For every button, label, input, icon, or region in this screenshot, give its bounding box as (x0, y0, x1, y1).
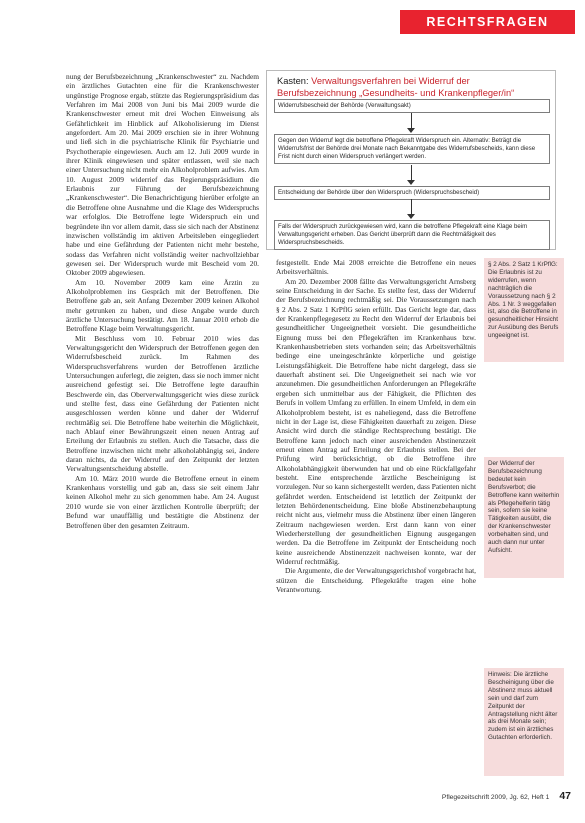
left-paragraph-2: Am 10. November 2009 kam eine Ärztin zu Alkoholproblemen ins Gespräch mit der Betroffenen. Die Betroffene gab an, seit Anfang Dezember 2009 keinen Alkohol mehr getrunken zu haben, und diese Angabe wurde durch ärztliche Untersuchung bestätigt. Am 18. Januar 2010 erhob die Betroffene Klage beim Verwaltungsgericht. (66, 277, 259, 334)
box-title (277, 76, 551, 99)
section-header: RECHTSFRAGEN (400, 10, 575, 34)
middle-paragraph-3: Die Argumente, die der Verwaltungsgerichtshof vorgebracht hat, stützen die Entscheidung. Pflegekräfte tragen eine hohe Verantwortung. (276, 566, 476, 595)
procedure-step-1: Widerrufsbescheid der Behörde (Verwaltungsakt) (274, 99, 550, 113)
procedure-step-3: Entscheidung der Behörde über den Widerspruch (Widerspruchsbescheid) (274, 186, 550, 200)
left-paragraph-4: Am 10. März 2010 wurde die Betroffene erneut in einem Krankenhaus vorstellig und gab an, dass sie seit einem Jahr keinen Alkohol mehr zu sich genommen habe. Am 24. August 2010 wurde sie von einer ärztlichen Kontrolle überprüft; der Befund war unauffällig und bestätigte die Abstinenz der Betroffenen über den gesamten Zeitraum. (66, 473, 259, 530)
procedure-step-4: Falls der Widerspruch zurückgewiesen wird, kann die betroffene Pflegekraft eine Klage beim Verwaltungsgericht erheben. Das Gericht überprüft dann die Rechtmäßigkeit des Widerspruchsbescheids. (274, 220, 550, 250)
left-paragraph-3: Mit Beschluss vom 10. Februar 2010 wies das Verwaltungsgericht den Widerspruch der Betroffenen gegen den Widerrufsbescheid zurück. Im Rahmen des Widerspruchsverfahrens wurden der Betroffenen ärztliche Untersuchungen auferlegt, die zeigten, dass sie noch immer nicht ausreichend gefestigt sei. Die Betroffene legte daraufhin Beschwerde ein, das Oberverwaltungsgericht wies diese zurück und stellte fest, dass eine Gefährdung der Patienten nicht ausgeschlossen werden könne und daher der Widerruf rechtmäßig sei. Die Betroffene habe weiterhin die Möglichkeit, nach Ablauf einer Bewährungszeit einen neuen Antrag auf Erteilung der Erlaubnis zu stellen. Auch die Tatsache, dass die Betroffene inzwischen nicht mehr alkoholabhängig sei, ändere daran nichts, da der Widerruf auf den Zeitpunkt der letzten Verwaltungsentscheidung abstelle. (66, 333, 259, 474)
middle-paragraph-2: Am 20. Dezember 2008 fällte das Verwaltungsgericht Arnsberg seine Entscheidung in der Sache. Es stellte fest, dass der Widerruf der Berufsbezeichnung rechtmäßig sei. Die Voraussetzungen nach § 2 Abs. 2 Satz 1 KrPflG seien erfüllt. Das Gericht legte dar, dass der Krankenpflegegesetz zu Recht den Widerruf der Erlaubnis bei gesundheitlicher Ungeeignetheit vorsieht. Die gesundheitliche Eignung muss bei den Pflegekräften im Krankenhaus bzw. Krankenhausbetrieben stets vorhanden sein; das Arbeitsverhältnis bedinge eine uneingeschränkte körperliche und geistige Leistungsfähigkeit. Die Betroffene habe nicht dargelegt, dass sie dauerhaft abstinent sei. Die Ungeeignetheit sei nach wie vor anzunehmen. Die gesundheitlichen Anforderungen an Pflegekräfte ergeben sich unmittelbar aus der Fähigkeit, die Pflichten des Berufs in vollem Umfang zu erfüllen. In einem Umfeld, in dem ein Alkoholproblem besteht, ist es naheliegend, dass die Betroffene nicht in der Lage ist, diese Fähigkeiten dauerhaft zu zeigen. Diese Ansicht wird durch die ständige Rechtsprechung bestätigt. Die Betroffene kann jedoch nach einer ausreichenden Abstinenzzeit erneut einen Antrag auf Erteilung der Erlaubnis stellen. Bei der Prüfung wird berücksichtigt, ob die Betroffene ihre Alkoholabhängigkeit überwunden hat und ob eine Rückfallgefahr besteht. Eine entsprechende ärztliche Bescheinigung ist vorzulegen. Nur so kann sichergestellt werden, dass Patienten nicht gefährdet werden. Entscheidend ist letztlich der Zeitpunkt der letzten Behördenentscheidung. Eine bloße Abstinenzbehauptung reicht nicht aus, vielmehr muss die Abstinenz über einen längeren Zeitraum nachgewiesen werden. Erst dann kann von einer Wiederherstellung der gesundheitlichen Eignung ausgegangen werden. Da die Betroffene im Zeitpunkt der Entscheidung noch keine ausreichende Abstinenzzeit nachweisen konnte, war der Widerruf rechtmäßig. (276, 276, 476, 566)
down-arrow-icon (407, 199, 415, 219)
middle-paragraph-1: festgestellt. Ende Mai 2008 erreichte die Betroffene ein neues Arbeitsverhältnis. (276, 258, 476, 277)
box-title-text: Verwaltungsverfahren bei Widerruf der Berufsbezeichnung „Gesundheits- und Krankenpfleger/in“ (277, 76, 515, 98)
procedure-box (266, 70, 556, 250)
sidebar-note-1: § 2 Abs. 2 Satz 1 KrPflG: Die Erlaubnis ist zu widerrufen, wenn nachträglich die Voraussetzung nach § 2 Abs. 1 Nr. 3 weggefallen ist, also die Betroffene in gesundheitlicher Hinsicht zur Ausübung des Berufs ungeeignet ist. (484, 258, 564, 362)
down-arrow-icon (407, 113, 415, 133)
sidebar-note-3: Hinweis: Die ärztliche Bescheinigung über die Abstinenz muss aktuell sein und darf zum Zeitpunkt der Antragstellung nicht älter als drei Monate sein; zudem ist ein ärztliches Gutachten erforderlich. (484, 668, 564, 776)
page-number: 47 (559, 790, 571, 802)
footer-source: Pflegezeitschrift 2009, Jg. 62, Heft 1 (441, 794, 550, 801)
left-paragraph-1: nung der Berufsbezeichnung „Krankenschwester“ zu. Nachdem ein ärztliches Gutachten eine für die Krankenschwester ungünstige Prognose ergab, stützte das Regierungspräsidium das Verfahren im Mai 2008 von Juni bis Mai 2009 wurde die Krankenschwester erneut mit drei Wochen Einweisung als Gefährlichkeit im Hinblick auf Alkoholisierung im Dienst angefordert. Am 20. Mai 2009 erschien sie in ihrer Wohnung und ließ sich in die psychiatrische Klinik für Psychiatrie und Psychotherapie eingewiesen. Auch am 12. Juli 2009 wurde in ihrer Klinik eingewiesen und später entlassen, weil sie nach einer Untersuchung nicht mehr ein Alkoholproblem aufwies. Am 10. August 2009 widerrief das Regierungspräsidium die Erlaubnis zur Führung der Berufsbezeichnung „Krankenschwester“. Die Benachrichtigung hierüber erfolgte an die Betroffene ohne Ausnahme und die Klage des Widerspruchs war erfolglos. Die Betroffene legte Widerspruch ein und begründete ihn vor allem damit, dass sie sich nach der Abstinenz inzwischen vollständig im aktiven Arbeitsleben eingegliedert habe und eine Gefährdung der Patienten nicht mehr bestehe, sodass das Verfahren nicht vollständig weiter nachvollziehbar gewesen sei. Der Widerspruch wurde mit Bescheid vom 20. Oktober 2009 abgewiesen. (66, 72, 259, 278)
box-title-label: Kasten: (277, 76, 309, 86)
left-text-column (66, 72, 259, 530)
page-footer (442, 790, 571, 802)
procedure-step-2: Gegen den Widerruf legt die betroffene Pflegekraft Widerspruch ein. Alternativ: Beträgt die Widerrufsfrist der Behörde drei Monate nach Bekanntgabe des Widerrufsbescheids, kann diese Frist nicht durch einen Widerspruch verlängert werden. (274, 134, 550, 164)
middle-text-column (276, 258, 476, 594)
down-arrow-icon (407, 165, 415, 185)
sidebar-note-2: Der Widerruf der Berufsbezeichnung bedeutet kein Berufsverbot; die Betroffene kann weiterhin als Pflegehelferin tätig sein, sofern sie keine Tätigkeiten ausübt, die der Krankenschwester vorbehalten sind, und auch dann nur unter Aufsicht. (484, 457, 564, 578)
